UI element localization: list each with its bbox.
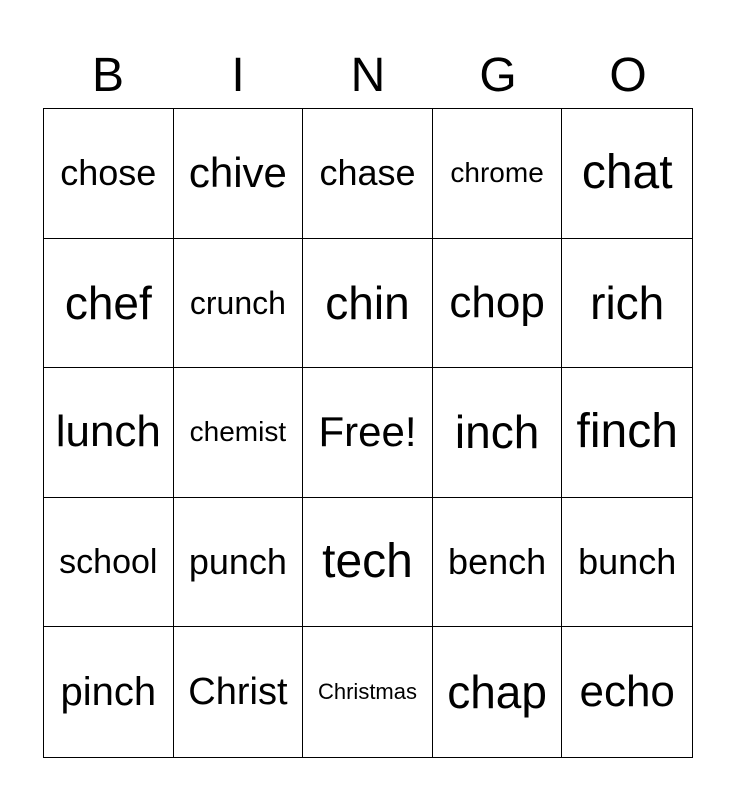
bingo-cell: chrome [433, 109, 563, 239]
bingo-cell: lunch [44, 368, 174, 498]
header-letter-g: G [479, 49, 517, 102]
bingo-cell: inch [433, 368, 563, 498]
bingo-cell: chose [44, 109, 174, 239]
bingo-cell: chop [433, 239, 563, 369]
header-letter-b: B [91, 49, 124, 102]
header-letter-o: O [609, 49, 647, 102]
bingo-cell: chemist [174, 368, 304, 498]
bingo-cell: chin [303, 239, 433, 369]
bingo-cell: bench [433, 498, 563, 628]
bingo-cell: chase [303, 109, 433, 239]
bingo-cell: Free! [303, 368, 433, 498]
bingo-cell: finch [562, 368, 692, 498]
header-letter-i: I [231, 49, 245, 102]
bingo-cell: echo [579, 667, 675, 717]
bingo-cell: bunch [562, 498, 692, 628]
header-letter-n: N [350, 49, 386, 102]
bingo-cell: chive [174, 109, 304, 239]
bingo-cell: tech [303, 498, 433, 628]
bingo-cell: Christ [174, 627, 304, 757]
bingo-cell: rich [562, 239, 692, 369]
bingo-board [43, 108, 693, 758]
bingo-cell: crunch [174, 239, 304, 369]
bingo-cell: school [44, 498, 174, 628]
bingo-header [43, 44, 693, 108]
bingo-cell: pinch [44, 627, 174, 757]
bingo-cell: chat [562, 109, 692, 239]
bingo-cell: punch [174, 498, 304, 628]
bingo-cell: chap [433, 627, 563, 757]
bingo-cell: chef [44, 239, 174, 369]
bingo-cell: Christmas [303, 627, 433, 757]
